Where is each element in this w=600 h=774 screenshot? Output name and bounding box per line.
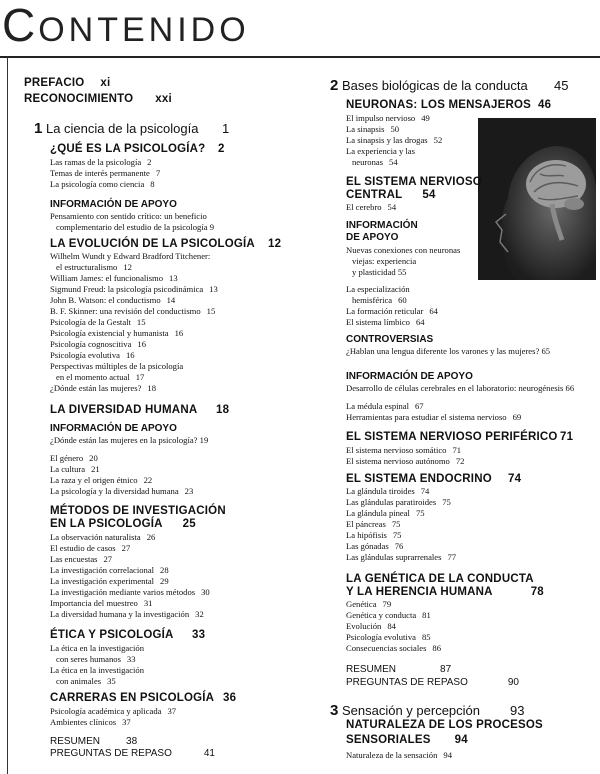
toc-entry[interactable] [50,168,160,179]
toc-entry-title: hemisférica [352,295,393,305]
toc-entry-title: El cerebro [346,202,382,212]
toc-entry[interactable] [50,372,218,383]
toc-entry-title: Wilhelm Wundt y Edward Bradford Titchener: [50,251,211,261]
toc-entry-page: 75 [415,508,425,518]
toc-entry-title: El sistema nervioso autónomo [346,456,450,466]
toc-entry-page: 35 [107,676,116,686]
toc-entry-title: ¿Dónde están las mujeres? [50,383,142,393]
section-periferico-page: 71 [560,431,574,443]
toc-entry-title: con animales [56,676,102,686]
toc-entry-title: Genética [346,599,377,609]
toc-entry[interactable] [346,113,442,124]
toc-entry-title: La experiencia y las [346,146,415,156]
section-genetica-l1[interactable]: LA GENÉTICA DE LA CONDUCTA [346,573,534,585]
toc-entry-title: La formación reticular [346,306,424,316]
brain-image [478,118,596,280]
toc-entry[interactable] [50,262,218,273]
page-title [2,0,250,55]
resumen-entry[interactable]: RESUMEN 38 [50,736,138,747]
etica-list [50,643,144,687]
chapter-2-entry[interactable]: 2 Bases biológicas de la conducta [330,77,528,94]
right-resumen-entry[interactable]: RESUMEN 87 [346,664,452,675]
toc-entry-title: Sigmund Freud: la psicología psicodinámica [50,284,204,294]
toc-entry[interactable] [346,599,441,610]
section-etica[interactable]: ÉTICA Y PSICOLOGÍA [50,629,174,641]
section-endocrino[interactable]: EL SISTEMA ENDOCRINO [346,473,492,485]
toc-entry-title: en el momento actual [56,372,130,382]
toc-entry-page: 16 [125,350,135,360]
toc-entry[interactable] [50,587,210,598]
toc-entry-page: 81 [422,610,431,620]
toc-entry-title: La médula espinal [346,401,409,411]
section-genetica-l2[interactable]: Y LA HERENCIA HUMANA 78 [346,586,544,598]
toc-entry[interactable] [346,306,438,317]
que-es-list [50,157,160,190]
section-naturaleza-l2[interactable]: SENSORIALES 94 [346,734,468,746]
toc-entry-title: La ética en la investigación [50,665,145,675]
toc-entry-title: Las glándulas suprarrenales [346,552,442,562]
toc-entry-page: 64 [415,317,425,327]
toc-entry-page: 94 [443,750,452,760]
toc-entry-title: Las encuestas [50,554,98,564]
title-initial: C [2,0,39,51]
toc-entry-page: 33 [126,654,136,664]
toc-entry[interactable] [50,179,160,190]
toc-entry-title: El páncreas [346,519,386,529]
diversidad-list [50,453,193,497]
toc-entry[interactable] [50,339,218,350]
toc-entry-page: 27 [121,543,131,553]
toc-entry-page: 74 [420,486,430,496]
toc-entry-title: el estructuralismo [56,262,118,272]
toc-entry[interactable] [346,284,438,295]
toc-entry-title: Psicología existencial y humanista [50,328,169,338]
toc-entry[interactable] [346,202,396,213]
toc-entry-title: La investigación correlacional [50,565,155,575]
section-metodos-l1[interactable]: MÉTODOS DE INVESTIGACIÓN [50,505,226,517]
chapter-3-entry[interactable]: 3 Sensación y percepción [330,702,480,719]
toc-entry-page: 54 [387,202,397,212]
toc-entry-page: 27 [103,554,113,564]
toc-entry-page: 75 [391,519,401,529]
toc-entry[interactable] [346,157,442,168]
toc-entry-page: 16 [174,328,184,338]
section-que-es-page: 2 [218,143,225,155]
section-evolucion[interactable]: LA EVOLUCIÓN DE LA PSICOLOGÍA [50,238,255,250]
toc-entry-page: 8 [150,179,155,189]
toc-entry-title: Las glándulas paratiroides [346,497,437,507]
toc-entry-title: Psicología evolutiva [50,350,120,360]
toc-entry[interactable] [346,412,521,423]
metodos-list [50,532,210,620]
toc-entry-page: 71 [452,445,462,455]
evolucion-list [50,251,218,394]
toc-entry-page: 69 [512,412,522,422]
toc-entry[interactable] [346,552,456,563]
toc-entry[interactable] [50,532,210,543]
chapter-3-page: 93 [510,703,525,718]
toc-entry-page: 12 [123,262,132,272]
toc-entry[interactable] [50,543,210,554]
section-periferico[interactable]: EL SISTEMA NERVIOSO PERIFÉRICO [346,431,558,443]
toc-entry-title: Ambientes clínicos [50,717,117,727]
toc-entry-title: La sinapsis [346,124,385,134]
toc-entry[interactable] [346,401,521,412]
toc-entry[interactable] [50,273,218,284]
toc-entry-title: La investigación experimental [50,576,155,586]
info-box-4-line[interactable]: Desarrollo de células cerebrales en el laboratorio: neurogénesis 66 [346,383,575,393]
chapter-2-page: 45 [554,78,569,93]
info-box-3-line-3[interactable]: y plasticidad 55 [352,267,407,277]
toc-entry[interactable] [346,519,456,530]
toc-entry-title: La cultura [50,464,86,474]
toc-entry-page: 16 [137,339,146,349]
toc-entry-title: La investigación mediante varios métodos [50,587,196,597]
section-etica-page: 33 [192,629,206,641]
toc-entry-page: 49 [421,113,430,123]
toc-entry-page: 54 [389,157,398,167]
toc-entry[interactable] [50,706,176,717]
chapter-1-page: 1 [222,121,230,136]
toc-entry-page: 72 [455,456,465,466]
toc-entry-title: Psicología de la Gestalt [50,317,131,327]
toc-entry-page: 18 [147,383,156,393]
toc-entry[interactable] [346,295,438,306]
toc-entry-page: 14 [166,295,176,305]
toc-entry[interactable] [346,750,452,761]
toc-entry[interactable] [346,621,441,632]
toc-entry[interactable] [50,676,144,687]
toc-entry-title: John B. Watson: el conductismo [50,295,161,305]
toc-entry-page: 26 [146,532,156,542]
toc-entry-page: 23 [184,486,194,496]
toc-entry[interactable] [346,317,438,328]
toc-entry[interactable] [346,508,456,519]
info-box-3-line-2[interactable]: viejas: experiencia [352,256,417,266]
toc-entry-page: 75 [442,497,451,507]
toc-entry[interactable] [50,717,176,728]
toc-entry-page: 15 [136,317,146,327]
endocrino-list [346,486,456,563]
toc-entry[interactable] [346,124,442,135]
reconocimiento-entry[interactable]: RECONOCIMIENTO xxi [24,93,172,105]
controversias-heading: CONTROVERSIAS [346,334,434,345]
info-box-1-line-1[interactable]: Pensamiento con sentido crítico: un beneficio [50,211,207,221]
toc-entry-page: 50 [390,124,400,134]
controversias-line[interactable]: ¿Hablan una lengua diferente los varones y las mujeres? 65 [346,346,551,356]
toc-entry[interactable] [50,665,144,676]
toc-entry[interactable] [50,643,144,654]
neuronas-list [346,113,442,168]
toc-entry[interactable] [50,306,218,317]
section-neuronas[interactable]: NEURONAS: LOS MENSAJEROS [346,99,531,111]
toc-entry[interactable] [50,554,210,565]
toc-entry[interactable] [50,251,218,262]
toc-entry[interactable] [346,541,456,552]
toc-entry[interactable] [50,609,210,620]
toc-entry[interactable] [50,475,193,486]
toc-entry[interactable] [346,486,456,497]
toc-entry-title: con seres humanos [56,654,121,664]
section-metodos-l2[interactable]: EN LA PSICOLOGÍA 25 [50,518,196,530]
info-box-1-heading: INFORMACIÓN DE APOYO [50,199,177,210]
toc-entry-page: 75 [392,530,402,540]
toc-entry-page: 32 [195,609,204,619]
top-rule [0,56,600,58]
toc-entry-page: 76 [394,541,404,551]
toc-entry-title: Naturaleza de la sensación [346,750,438,760]
toc-entry-page: 29 [160,576,169,586]
toc-entry[interactable] [50,654,144,665]
toc-entry-page: 2 [147,157,152,167]
toc-entry[interactable] [50,464,193,475]
toc-entry-title: La glándula pineal [346,508,410,518]
right-preguntas-entry[interactable]: PREGUNTAS DE REPASO 90 [346,677,519,688]
toc-entry-page: 13 [209,284,218,294]
toc-entry-page: 84 [387,621,396,631]
toc-entry[interactable] [50,157,160,168]
section-diversidad[interactable]: LA DIVERSIDAD HUMANA [50,404,198,416]
toc-entry-page: 13 [169,273,178,283]
section-carreras-page: 36 [223,692,237,704]
toc-entry-page: 85 [421,632,431,642]
section-naturaleza-l1[interactable]: NATURALEZA DE LOS PROCESOS [346,719,543,731]
toc-entry[interactable] [50,383,218,394]
brain-illustration [478,118,596,280]
toc-entry-title: La psicología como ciencia [50,179,145,189]
toc-entry-page: 86 [432,643,442,653]
toc-entry-title: William James: el funcionalismo [50,273,164,283]
toc-entry-page: 20 [89,453,98,463]
toc-entry-title: La psicología y la diversidad humana [50,486,179,496]
toc-entry-page: 22 [143,475,153,485]
toc-entry-title: El estudio de casos [50,543,116,553]
section-diversidad-page: 18 [216,404,230,416]
toc-entry-title: La raza y el origen étnico [50,475,138,485]
toc-entry-title: Temas de interés permanente [50,168,150,178]
toc-entry[interactable] [50,453,193,464]
section-central-l2[interactable]: CENTRAL 54 [346,189,436,201]
section-carreras[interactable]: CARRERAS EN PSICOLOGÍA [50,692,215,704]
toc-entry[interactable] [346,456,464,467]
toc-entry[interactable] [50,486,193,497]
toc-entry-title: B. F. Skinner: una revisión del conductismo [50,306,201,316]
toc-entry-page: 79 [382,599,392,609]
chapter-1-entry[interactable]: 1 La ciencia de la psicología [34,120,199,137]
toc-entry-title: La sinapsis y las drogas [346,135,428,145]
info-box-3-heading-l2: DE APOYO [346,232,399,243]
genetica-list [346,599,441,654]
toc-entry-page: 37 [167,706,177,716]
toc-entry[interactable] [50,328,218,339]
toc-entry-title: El sistema límbico [346,317,410,327]
toc-entry-title: El género [50,453,84,463]
section-neuronas-page: 46 [538,99,552,111]
toc-entry-title: Las ramas de la psicología [50,157,142,167]
info-box-1-line-2[interactable]: complementario del estudio de la psicología 9 [56,222,214,232]
section-que-es[interactable]: ¿QUÉ ES LA PSICOLOGÍA? [50,143,206,155]
central-list-2 [346,284,438,328]
toc-entry[interactable] [50,565,210,576]
preguntas-entry[interactable]: PREGUNTAS DE REPASO 41 [50,748,215,759]
toc-entry[interactable] [50,361,218,372]
toc-entry-title: Psicología evolutiva [346,632,416,642]
central-list [346,202,396,213]
toc-entry-title: Perspectivas múltiples de la psicología [50,361,184,371]
toc-entry-title: Psicología académica y aplicada [50,706,162,716]
section-endocrino-page: 74 [508,473,522,485]
prefacio-entry[interactable]: PREFACIO xi [24,77,111,89]
toc-entry-title: Importancia del muestreo [50,598,138,608]
toc-entry[interactable] [50,576,210,587]
toc-entry-title: El impulso nervioso [346,113,416,123]
toc-entry-page: 15 [206,306,216,316]
toc-entry[interactable] [50,350,218,361]
toc-entry-title: La hipófisis [346,530,387,540]
info-box-4-heading: INFORMACIÓN DE APOYO [346,371,473,382]
toc-entry-title: La ética en la investigación [50,643,145,653]
toc-entry[interactable] [50,295,218,306]
section-central-l1[interactable]: EL SISTEMA NERVIOSO [346,176,482,188]
toc-entry-title: Evolución [346,621,382,631]
naturaleza-list [346,750,452,761]
toc-entry-title: La especialización [346,284,410,294]
toc-entry[interactable] [346,135,442,146]
medula-list [346,401,521,423]
toc-entry[interactable] [346,530,456,541]
carreras-list [50,706,176,728]
title-rest: ONTENIDO [38,11,250,49]
toc-entry[interactable] [346,146,442,157]
toc-entry-title: El sistema nervioso somático [346,445,447,455]
left-rule [7,57,8,774]
toc-entry-title: Consecuencias sociales [346,643,427,653]
toc-entry-page: 60 [398,295,407,305]
toc-entry[interactable] [50,284,218,295]
toc-entry-page: 77 [447,552,457,562]
periferico-list [346,445,464,467]
toc-entry[interactable] [346,610,441,621]
toc-entry-page: 52 [433,135,443,145]
toc-entry-title: La observación naturalista [50,532,141,542]
toc-entry[interactable] [346,643,441,654]
section-evolucion-page: 12 [268,238,282,250]
toc-entry[interactable] [50,317,218,328]
toc-entry-title: Herramientas para estudiar el sistema nervioso [346,412,507,422]
toc-entry-page: 64 [429,306,438,316]
toc-entry[interactable] [346,632,441,643]
toc-entry-title: neuronas [352,157,384,167]
toc-entry-page: 67 [415,401,424,411]
info-box-3-heading-l1: INFORMACIÓN [346,220,418,231]
info-box-3-line-1[interactable]: Nuevas conexiones con neuronas [346,245,461,255]
toc-entry-title: La glándula tiroides [346,486,415,496]
toc-entry-page: 37 [122,717,131,727]
toc-entry-title: La diversidad humana y la investigación [50,609,190,619]
info-box-2-line[interactable]: ¿Dónde están las mujeres en la psicología? 19 [50,435,209,445]
toc-entry-page: 7 [155,168,161,178]
toc-entry-title: Las gónadas [346,541,389,551]
toc-entry-page: 30 [201,587,210,597]
toc-entry-page: 17 [135,372,145,382]
info-box-2-heading: INFORMACIÓN DE APOYO [50,423,177,434]
toc-entry-title: Genética y conducta [346,610,417,620]
toc-entry-page: 31 [143,598,153,608]
toc-entry-page: 28 [160,565,169,575]
toc-entry[interactable] [50,598,210,609]
toc-entry[interactable] [346,497,456,508]
toc-entry-page: 21 [91,464,100,474]
toc-entry-title: Psicología cognoscitiva [50,339,132,349]
toc-entry[interactable] [346,445,464,456]
